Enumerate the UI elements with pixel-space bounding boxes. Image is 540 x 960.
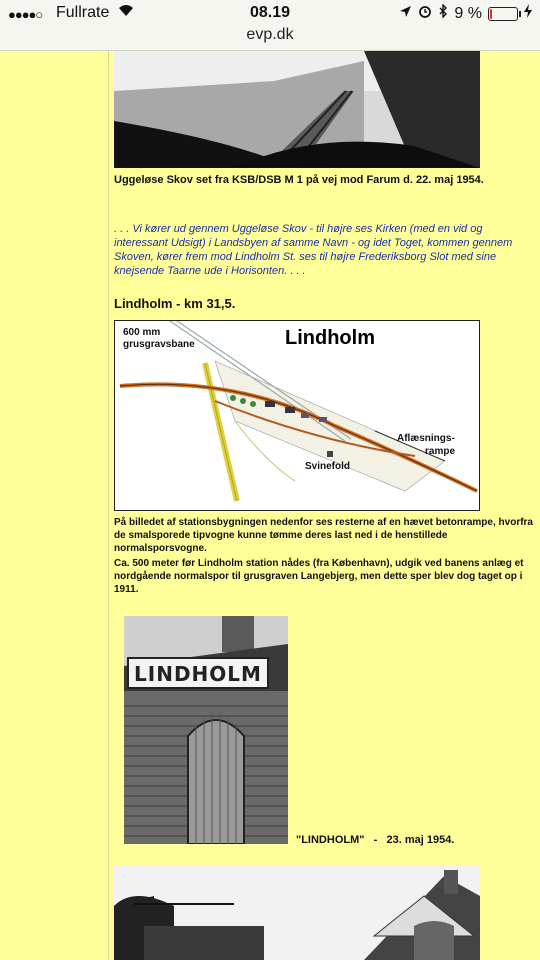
- left-column: [0, 51, 109, 960]
- section-title: Lindholm - km 31,5.: [114, 296, 236, 311]
- paragraph-rampe: På billedet af stationsbygningen nedenfor ses resterne af en hævet betonrampe, hvorfra de smalsporede tipvogne kunne tømme deres last ned i de henstillede normalsporsvogne.: [114, 517, 533, 554]
- battery-percent: 9 %: [454, 4, 482, 22]
- charging-icon: [524, 4, 532, 23]
- status-bar: [0, 4, 540, 24]
- alarm-icon: [418, 4, 432, 23]
- train-station-photo: [114, 866, 480, 960]
- map-label-svinefold: Svinefold: [305, 461, 351, 472]
- paragraph-normalspor: Ca. 500 meter før Lindholm station nådes (fra København), udgik ved banens anlæg et nordgående normalspor til grusgraven Langebjerg, men dette sper blev dog taget op i 1911.: [114, 558, 524, 595]
- clock: 08.19: [249, 4, 291, 21]
- location-arrow-icon: [399, 5, 412, 23]
- map-label-600mm: 600 mm: [123, 327, 161, 338]
- forest-railway-photo: [114, 51, 480, 168]
- station-photo-caption: "LINDHOLM" - 23. maj 1954.: [296, 834, 455, 846]
- status-right: [399, 4, 532, 23]
- map-label-grusgravsbane: grusgravsbane: [123, 339, 195, 350]
- station-sign-text: LINDHOLM: [134, 662, 262, 686]
- bluetooth-icon: [438, 4, 448, 23]
- battery-icon: [488, 7, 518, 21]
- signal-dots-icon: ●●●●○: [8, 7, 43, 22]
- track-map: [114, 320, 480, 511]
- map-title: Lindholm: [285, 327, 375, 349]
- map-label-rampe: rampe: [425, 446, 456, 457]
- carrier-name: Fullrate: [56, 4, 110, 21]
- url-bar[interactable]: evp.dk: [246, 26, 294, 43]
- browser-chrome: [0, 0, 540, 51]
- station-building-photo: [124, 616, 288, 844]
- photo-caption: Uggeløse Skov set fra KSB/DSB M 1 på vej mod Farum d. 22. maj 1954.: [114, 174, 484, 186]
- map-label-aflaesnings: Aflæsnings-: [397, 433, 455, 444]
- quote-text: . . . Vi kører ud gennem Uggeløse Skov - til højre ses Kirken (med en vid og interessant Udsigt) i Landsbyen af samme Navn - og idet Toget, kommen gennem Skoven, kører frem mod Lindholm St. ses til højre Frederiksborg Slot med sine knejsende Taarne ude i Horisonten. . . .: [114, 223, 513, 277]
